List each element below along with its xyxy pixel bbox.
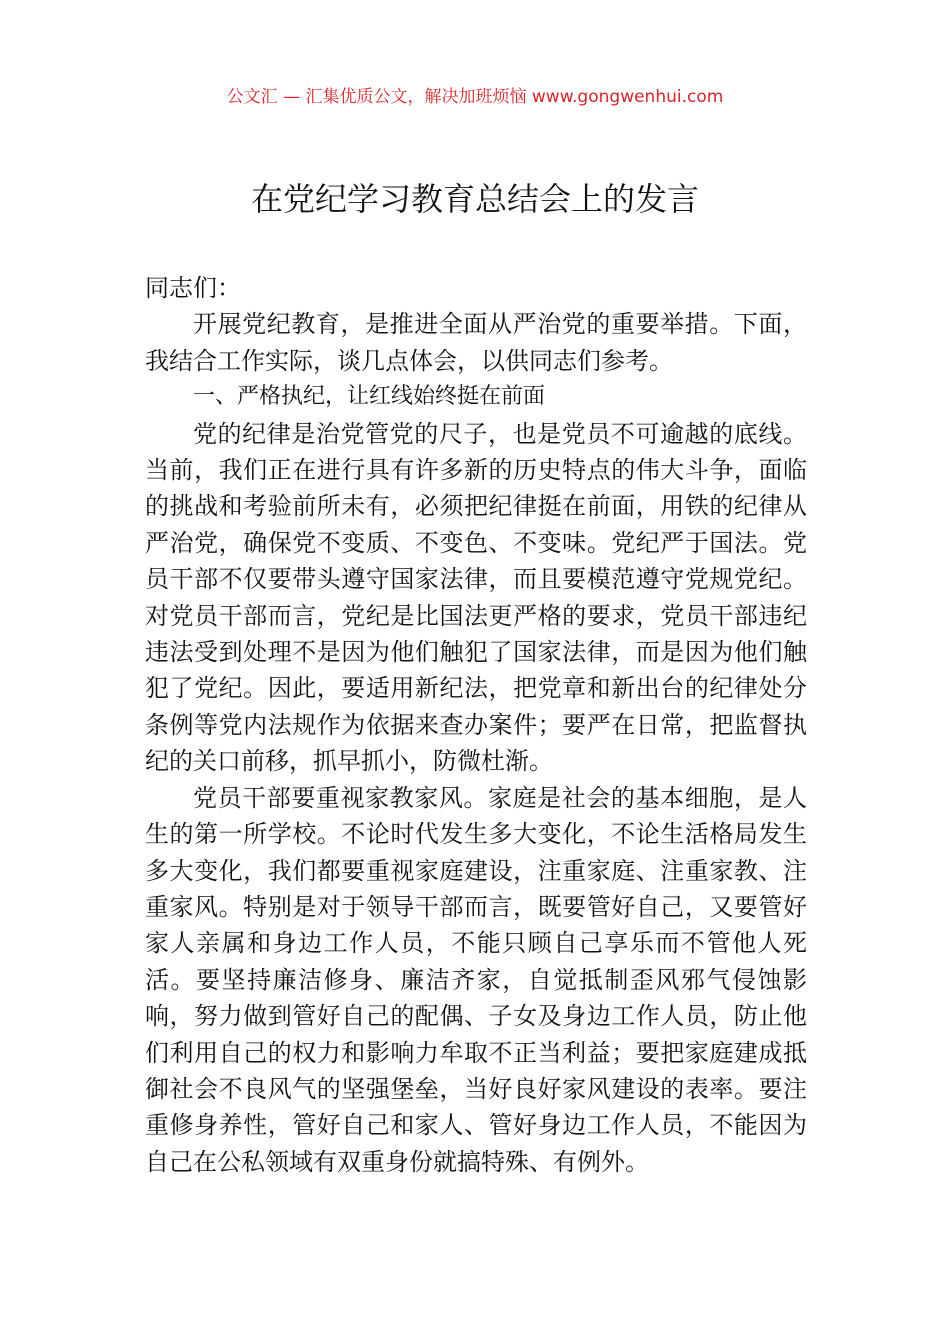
header-banner: 公文汇 — 汇集优质公文，解决加班烦恼 www.gongwenhui.com (226, 87, 724, 107)
paragraph-intro: 开展党纪教育，是推进全面从严治党的重要举措。下面，我结合工作实际，谈几点体会，以供同志们参考。 (145, 310, 807, 375)
paragraph-family-style: 党员干部要重视家教家风。家庭是社会的基本细胞，是人生的第一所学校。不论时代发生多大变化，不论生活格局发生多大变化，我们都要重视家庭建设，注重家庭、注重家教、注重家风。特别是对于领导干部而言，既要管好自己，又要管好家人亲属和身边工作人员，不能只顾自己享乐而不管他人死活。要坚持廉洁修身、廉洁齐家，自觉抵制歪风邪气侵蚀影响，努力做到管好自己的配偶、子女及身边工作人员，防止他们利用自己的权力和影响力牟取不正当利益；要把家庭建成抵御社会不良风气的坚强堡垒，当好良好家风建设的表率。要注重修身养性，管好自己和家人、管好身边工作人员，不能因为自己在公私领域有双重身份就搞特殊、有例外。 (145, 783, 807, 1176)
document-title: 在党纪学习教育总结会上的发言 (250, 180, 699, 218)
document-body (145, 270, 807, 1180)
salutation: 同志们： (145, 274, 241, 302)
section-heading-1: 一、严格执纪，让红线始终挺在前面 (193, 384, 546, 410)
paragraph-discipline: 党的纪律是治党管党的尺子，也是党员不可逾越的底线。当前，我们正在进行具有许多新的历史特点的伟大斗争，面临的挑战和考验前所未有，必须把纪律挺在前面，用铁的纪律从严治党，确保党不变质、不变色、不变味。党纪严于国法。党员干部不仅要带头遵守国家法律，而且要模范遵守党规党纪。对党员干部而言，党纪是比国法更严格的要求，党员干部违纪违法受到处理不是因为他们触犯了国家法律，而是因为他们触犯了党纪。因此，要适用新纪法，把党章和新出台的纪律处分条例等党内法规作为依据来查办案件；要严在日常，把监督执纪的关口前移，抓早抓小，防微杜渐。 (145, 419, 807, 776)
